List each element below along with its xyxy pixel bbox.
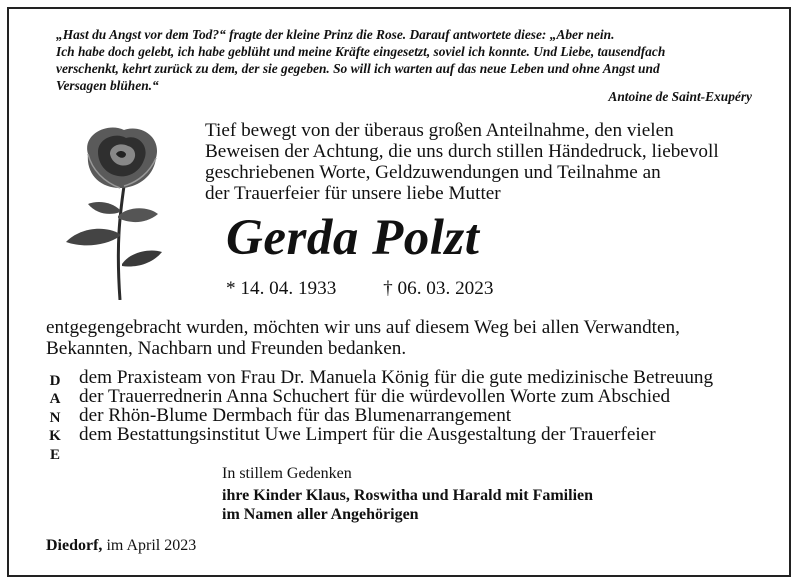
signer-line: ihre Kinder Klaus, Roswitha und Harald mit Familien	[222, 487, 594, 504]
thanks-text	[46, 317, 766, 359]
thanks-line: Bekannten, Nachbarn und Freunden bedanken.	[46, 338, 407, 359]
intro-line: der Trauerfeier für unsere liebe Mutter	[205, 183, 501, 204]
danke-list-item: der Rhön-Blume Dermbach für das Blumenarrangement	[79, 405, 512, 426]
danke-letter: A	[49, 391, 61, 408]
rose-icon	[58, 124, 170, 300]
intro-line: Beweisen der Achtung, die uns durch stillen Händedruck, liebevoll	[205, 141, 719, 162]
danke-list-item: dem Praxisteam von Frau Dr. Manuela König für die gute medizinische Betreuung	[79, 367, 714, 388]
notice-date: im April 2023	[106, 537, 197, 554]
death-date: † 06. 03. 2023	[383, 278, 494, 299]
danke-vertical	[48, 372, 62, 464]
memory-label: In stillem Gedenken	[222, 465, 352, 482]
place-name: Diedorf,	[46, 537, 103, 554]
signers	[222, 486, 593, 524]
quote-author: Antoine de Saint-Exupéry	[608, 89, 752, 104]
place-date	[46, 537, 196, 555]
danke-letter: D	[49, 373, 61, 389]
quote-block	[56, 26, 756, 94]
intro-line: Tief bewegt von der überaus großen Anteilnahme, den vielen	[205, 120, 674, 141]
danke-list-item: dem Bestattungsinstitut Uwe Limpert für die Ausgestaltung der Trauerfeier	[79, 424, 656, 445]
danke-letter: N	[49, 409, 61, 426]
danke-letter: K	[49, 428, 61, 445]
life-dates	[226, 278, 493, 300]
quote-line: Ich habe doch gelebt, ich habe geblüht und meine Kräfte eingesetzt, soviel ich konnte. Und Liebe, tausendfach	[56, 44, 666, 59]
quote-line: „Hast du Angst vor dem Tod?“ fragte der kleine Prinz die Rose. Darauf antwortete diese: „Aber nein.	[56, 27, 615, 42]
danke-letter: E	[49, 446, 60, 463]
deceased-name: Gerda Polzt	[226, 210, 480, 266]
signer-line: im Namen aller Angehörigen	[222, 506, 419, 523]
thanks-line: entgegengebracht wurden, möchten wir uns auf diesem Weg bei allen Verwandten,	[46, 317, 680, 338]
danke-list	[79, 368, 779, 444]
danke-list-item: der Trauerrednerin Anna Schuchert für die würdevollen Worte zum Abschied	[79, 386, 671, 407]
intro-line: geschriebenen Worte, Geldzuwendungen und Teilnahme an	[205, 162, 661, 183]
intro-text	[205, 120, 765, 204]
birth-date: * 14. 04. 1933	[226, 278, 337, 299]
quote-line: verschenkt, kehrt zurück zu dem, der sie gegeben. So will ich warten auf das neue Leben und ohne Angst und	[56, 61, 660, 76]
quote-line: Versagen blühen.“	[56, 78, 159, 93]
